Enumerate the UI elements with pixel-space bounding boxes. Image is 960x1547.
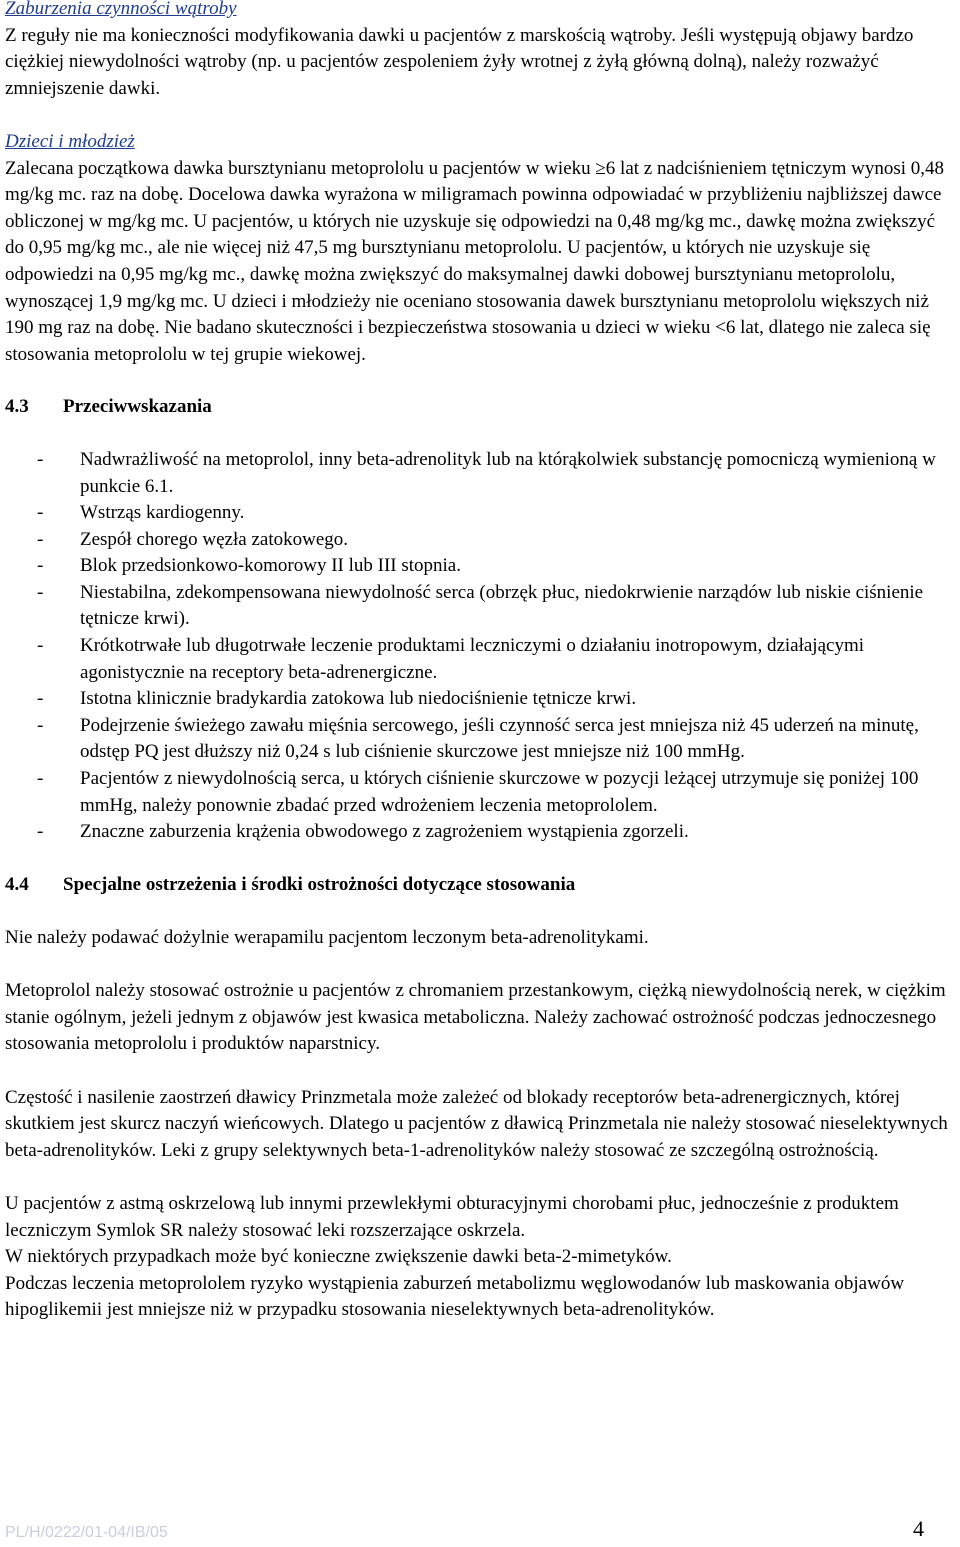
paragraph-hypoglycemia: Podczas leczenia metoprololem ryzyko wystąpienia zaburzeń metabolizmu węglowodanów lub maskowania objawów hipoglikemii jest mniejsze niż w przypadku stosowania nieselektywnych beta-adrenolityków.	[5, 1272, 905, 1321]
section-title: Specjalne ostrzeżenia i środki ostrożności dotyczące stosowania	[63, 873, 576, 895]
section-heading-4-4	[5, 872, 958, 899]
list-item: - Krótkotrwałe lub długotrwałe leczenie produktami leczniczymi o działaniu inotropowym, działającymi agonistycznie na receptory beta-adrenergiczne.	[37, 635, 865, 683]
contraindications-list	[5, 447, 958, 846]
paragraph-caution: Metoprolol należy stosować ostrożnie u pacjentów z chromaniem przestankowym, ciężką niewydolnością nerek, w ciężkim stanie ogólnym, jeżeli jednym z objawów jest kwasica metaboliczna. Należy zachować ostrożność podczas jednoczesnego stosowania metoprololu i produktów naparstnicy.	[5, 980, 946, 1055]
paragraph-beta2: W niektórych przypadkach może być konieczne zwiększenie dawki beta-2-mimetyków.	[5, 1246, 672, 1268]
subheading-liver: Zaburzenia czynności wątroby	[5, 0, 237, 19]
list-item: - Podejrzenie świeżego zawału mięśnia sercowego, jeśli czynność serca jest mniejsza niż 45 uderzeń na minutę, odstęp PQ jest dłuższy niż 0,24 s lub ciśnienie skurczowe jest mniejsze niż 100 mmHg.	[37, 714, 919, 763]
list-item: - Nadwrażliwość na metoprolol, inny beta-adrenolityk lub na którąkolwiek substancję pomocniczą wymienioną w punkcie 6.1.	[37, 448, 936, 497]
list-item: - Niestabilna, zdekompensowana niewydolność serca (obrzęk płuc, niedokrwienie narządów lub niskie ciśnienie tętnicze krwi).	[37, 581, 924, 630]
list-item: - Blok przedsionkowo-komorowy II lub III stopnia.	[37, 555, 461, 577]
list-item: - Znaczne zaburzenia krążenia obwodowego z zagrożeniem wystąpienia zgorzeli.	[37, 821, 689, 843]
paragraph-prinzmetal: Częstość i nasilenie zaostrzeń dławicy Prinzmetala może zależeć od blokady receptorów beta-adrenergicznych, której skutkiem jest skurcz naczyń wieńcowych. Dlatego u pacjentów z dławicą Prinzmetala nie należy stosować nieselektywnych beta-adrenolityków. Leki z grupy selektywnych beta-1-adrenolityków należy stosować ze szczególną ostrożnością.	[5, 1086, 948, 1161]
section-heading-4-3	[5, 394, 958, 421]
section-number: 4.4	[5, 873, 29, 895]
list-item: - Wstrząs kardiogenny.	[37, 502, 245, 524]
section-number: 4.3	[5, 396, 29, 418]
subheading-children: Dzieci i młodzież	[5, 130, 135, 152]
page-number: 4	[913, 1516, 924, 1541]
list-item: - Istotna klinicznie bradykardia zatokowa lub niedociśnienie tętnicze krwi.	[37, 688, 637, 710]
paragraph-verapamil: Nie należy podawać dożylnie werapamilu pacjentom leczonym beta-adrenolitykami.	[5, 927, 649, 948]
paragraph-asthma: U pacjentów z astmą oskrzelową lub innymi przewlekłymi obturacyjnymi chorobami płuc, jednocześnie z produktem leczniczym Symlok SR należy stosować leki rozszerzające oskrzela.	[5, 1192, 899, 1241]
section-title: Przeciwwskazania	[63, 396, 212, 418]
paragraph-children: Zalecana początkowa dawka bursztynianu metoprololu u pacjentów w wieku ≥6 lat z nadciśnieniem tętniczym wynosi 0,48 mg/kg mc. raz na dobę. Docelowa dawka wyrażona w miligramach powinna odpowiadać w przybliżeniu najbliższej dawce obliczonej w mg/kg mc. U pacjentów, u których nie uzyskuje się odpowiedzi na 0,48 mg/kg mc., dawkę można zwiększyć do 0,95 mg/kg mc., ale nie więcej niż 47,5 mg bursztynianu metoprololu. U pacjentów, u których nie uzyskuje się odpowiedzi na 0,95 mg/kg mc., dawkę można zwiększyć do maksymalnej dawki dobowej bursztynianu metoprololu, wynoszącej 1,9 mg/kg mc. U dzieci i młodzieży nie oceniano stosowania dawek bursztynianu metoprololu większych niż 190 mg raz na dobę. Nie badano skuteczności i bezpieczeństwa stosowania u dzieci w wieku <6 lat, dlatego nie zaleca się stosowania metoprololu w tej grupie wiekowej.	[5, 157, 945, 365]
list-item: - Zespół chorego węzła zatokowego.	[37, 528, 349, 550]
document-code: PL/H/0222/01-04/IB/05	[5, 1524, 168, 1541]
document-page	[5, 0, 958, 1324]
list-item: - Pacjentów z niewydolnością serca, u których ciśnienie skurczowe w pozycji leżącej utrzymuje się poniżej 100 mmHg, należy ponownie zbadać przed wdrożeniem leczenia metoprololem.	[37, 768, 919, 816]
paragraph-liver: Z reguły nie ma konieczności modyfikowania dawki u pacjentów z marskością wątroby. Jeśli występują objawy bardzo ciężkiej niewydolności wątroby (np. u pacjentów zespoleniem żyły wrotnej z żyłą główną dolną), należy rozważyć zmniejszenie dawki.	[5, 24, 914, 99]
